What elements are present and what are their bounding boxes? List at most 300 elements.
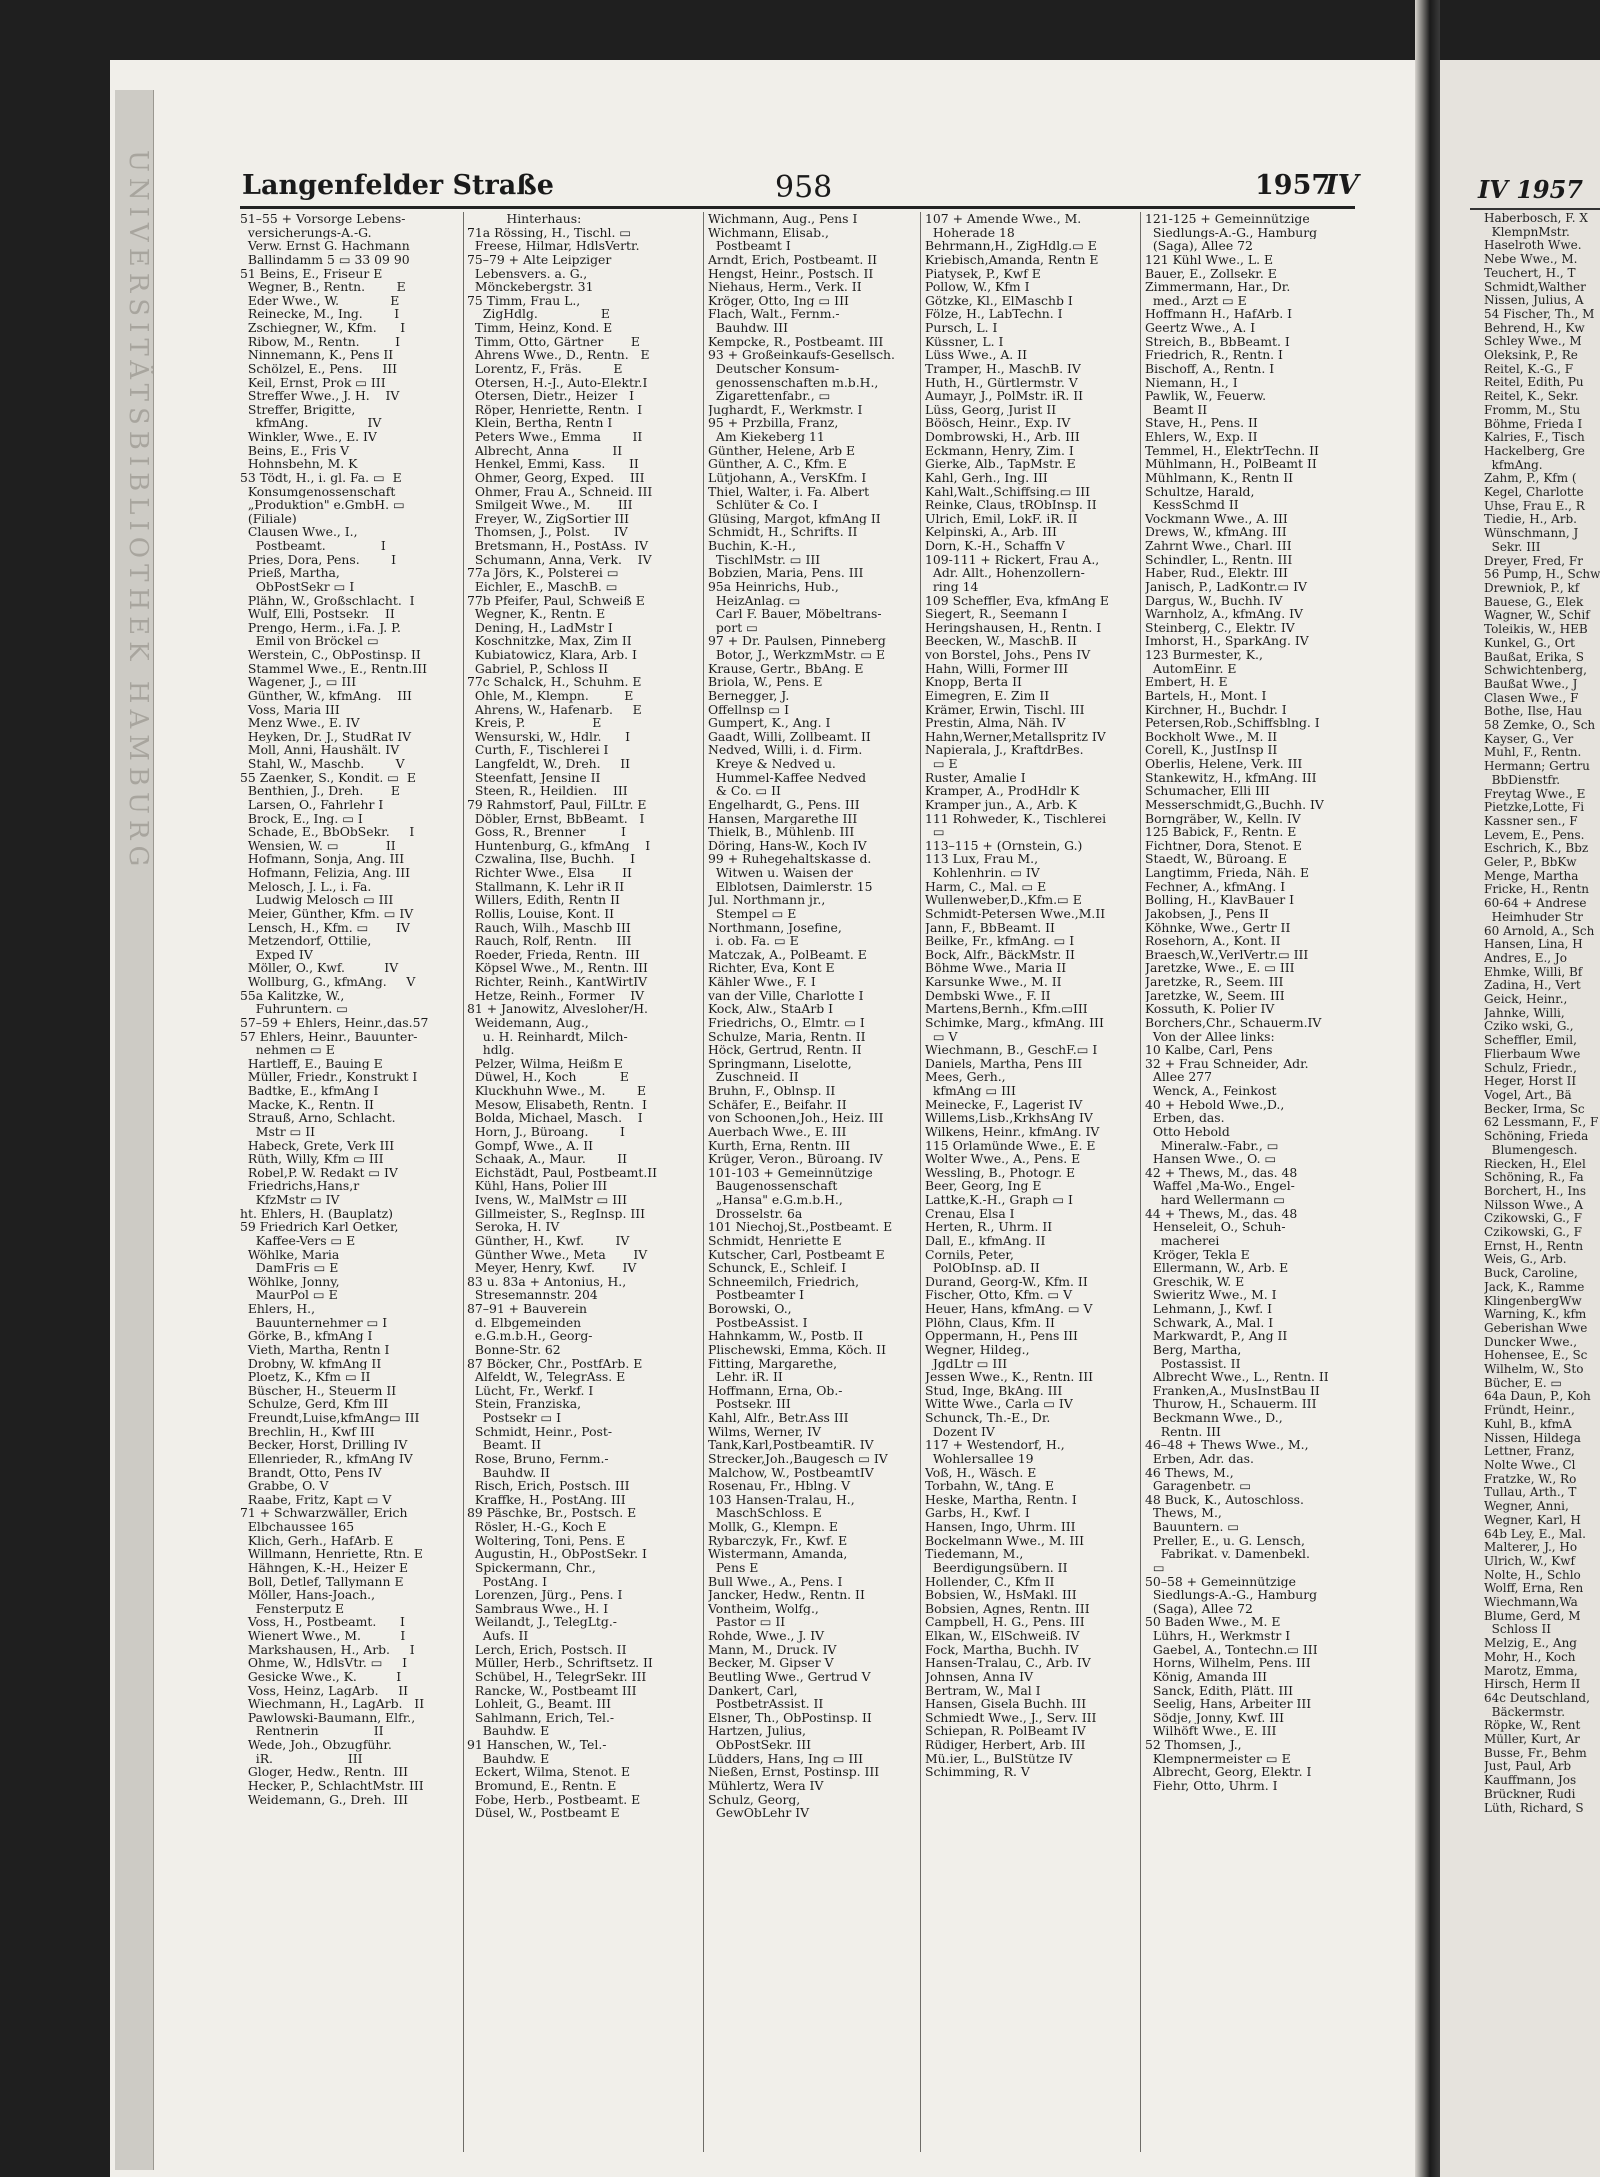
listing-line: Timm, Otto, Gärtner E [467, 334, 640, 349]
listing-line: Bauhdw. E [467, 1724, 550, 1738]
listing-line: Rösler, H.-G., Koch E [467, 1520, 607, 1534]
listing-line: Grabbe, O. V [240, 1479, 329, 1493]
listing-line: Spickermann, Chr., [467, 1560, 596, 1575]
listing-line: Garbs, H., Kwf. I [925, 1506, 1030, 1520]
listing-line: Tiedemann, M., [925, 1547, 1024, 1561]
listing-line: Heyken, Dr. J., StudRat IV [240, 729, 412, 744]
listing-line: Dening, H., LadMstr I [467, 620, 613, 635]
listing-line: Fitting, Margarethe, [708, 1356, 838, 1371]
listing-line: Markshausen, H., Arb. I [240, 1642, 415, 1657]
facing-line: Jack, K., Ramme [1484, 1279, 1585, 1294]
listing-line: versicherungs-A.-G. [240, 225, 372, 240]
listing-line: Wegner, K., Rentn. E [467, 607, 606, 621]
listing-line: MaurPol ▭ E [240, 1288, 338, 1302]
facing-line: 62 Lessmann, F., F [1484, 1115, 1599, 1130]
listing-line: Rentnerin II [240, 1724, 384, 1738]
listing-line: Braesch,W.,VerlVertr.▭ III [1145, 947, 1309, 962]
listing-line: Auerbach Wwe., E. III [708, 1124, 847, 1139]
volume-label: IV [1325, 170, 1359, 201]
listing-line: Tramper, H., MaschB. IV [925, 361, 1081, 376]
listing-line: Timm, Heinz, Kond. E [467, 321, 613, 335]
listing-line: Roeder, Frieda, Rentn. III [467, 947, 640, 962]
listing-line: Bolda, Michael, Masch. I [467, 1111, 643, 1125]
facing-line: Drewniok, P., kf [1484, 580, 1580, 595]
listing-line: Witwen u. Waisen der [708, 866, 853, 880]
listing-line: Plöhn, Claus, Kfm. II [925, 1315, 1055, 1330]
listing-line: Wede, Joh., Obzugführ. [240, 1738, 392, 1752]
listing-line: PostbeAssist. I [708, 1315, 808, 1330]
listing-line: Kohlenhrin. ▭ IV [925, 866, 1040, 880]
listing-line: Dall, E., kfmAng. II [925, 1233, 1046, 1248]
facing-line: Hansen, Lina, H [1484, 937, 1583, 952]
listing-line: Otersen, H.-J., Auto-Elektr.I [467, 375, 648, 390]
listing-line: 91 Hanschen, W., Tel.- [467, 1738, 607, 1752]
listing-line: Hartleff, E., Bauing E [240, 1056, 383, 1071]
listing-line: Drews, W., kfmAng. III [1145, 525, 1287, 539]
listing-line: iR. III [240, 1751, 363, 1766]
listing-line: Günther, A. C., Kfm. E [708, 457, 847, 471]
listing-column-5 [1145, 212, 1365, 1793]
listing-line: Rentn. III [1145, 1424, 1221, 1439]
listing-line: 40 + Hebold Wwe.,D., [1145, 1097, 1285, 1112]
listing-line: Siedlungs-A.-G., Hamburg [1145, 1588, 1318, 1602]
listing-line: Offellnsp ▭ I [708, 702, 789, 717]
listing-line: 103 Hansen-Tralau, H., [708, 1492, 855, 1507]
facing-line: Zadina, H., Vert [1484, 978, 1581, 993]
listing-line: Voss, Maria III [240, 702, 340, 717]
listing-line: Wensurski, W., Hdlr. I [467, 729, 630, 744]
listing-line: Büscher, H., Steuerm II [240, 1383, 397, 1398]
facing-line: Wegner, Karl, H [1484, 1512, 1581, 1527]
listing-line: Ninnemann, K., Pens II [240, 348, 394, 362]
listing-line: Hollender, C., Kfm II [925, 1574, 1055, 1589]
listing-line: Vockmann Wwe., A. III [1145, 511, 1288, 526]
listing-line: Klich, Gerh., HafArb. E [240, 1533, 394, 1548]
listing-line: Ulrich, Emil, LokF. iR. II [925, 511, 1078, 526]
listing-line: Napierala, J., KraftdrBes. [925, 743, 1084, 757]
listing-line: Lührs, H., Werkmstr I [1145, 1629, 1291, 1643]
listing-line: 50–58 + Gemeinnützige [1145, 1574, 1296, 1589]
listing-line: Ehlers, W., Exp. II [1145, 430, 1258, 444]
listing-line: Ohme, W., HdlsVtr. ▭ I [240, 1656, 408, 1670]
listing-line: Bockelmann Wwe., M. III [925, 1533, 1085, 1548]
listing-line: Beins, E., Fris V [240, 443, 350, 458]
listing-line: 46 Thews, M., [1145, 1465, 1234, 1480]
facing-line: Bauese, G., Elek [1484, 594, 1584, 609]
listing-line: Rose, Bruno, Fernm.- [467, 1451, 609, 1466]
listing-line: Fechner, A., kfmAng. I [1145, 879, 1286, 894]
listing-line: i. ob. Fa. ▭ E [708, 934, 799, 948]
facing-line: Lüth, Richard, S [1484, 1800, 1584, 1815]
facing-line: kfmAng. [1484, 457, 1543, 472]
listing-line: Nießen, Ernst, Postinsp. III [708, 1765, 880, 1779]
listing-line: Krüger, Veron., Büroang. IV [708, 1152, 883, 1166]
listing-line: Hetze, Reinh., Former IV [467, 988, 645, 1003]
listing-line: Malchow, W., PostbeamtIV [708, 1465, 874, 1480]
facing-line: Schöning, Frieda [1484, 1129, 1589, 1144]
listing-line: PostAng. I [467, 1574, 548, 1589]
facing-line: Wilhelm, W., Sto [1484, 1362, 1584, 1377]
facing-line: Oleksink, P., Re [1484, 348, 1578, 363]
listing-line: med., Arzt ▭ E [1145, 293, 1247, 308]
listing-line: 95a Heinrichs, Hub., [708, 579, 839, 594]
facing-line: Pietzke,Lotte, Fi [1484, 800, 1585, 815]
facing-line: Schloss II [1484, 1622, 1551, 1637]
listing-line: Friedrich, R., Rentn. I [1145, 348, 1283, 362]
listing-line: Kröger, Tekla E [1145, 1247, 1250, 1262]
book-gutter [1415, 0, 1440, 2177]
facing-line: Geler, P., BbKw [1484, 855, 1577, 870]
listing-line: Voß, H., Wäsch. E [925, 1465, 1037, 1480]
listing-line: Dorn, K.-H., Schaffn V [925, 539, 1065, 553]
listing-line: Geertz Wwe., A. I [1145, 321, 1256, 335]
facing-line: 58 Zemke, O., Sch [1484, 718, 1596, 733]
listing-line: Witte Wwe., Carla ▭ IV [925, 1397, 1073, 1411]
listing-line: Görke, B., kfmAng I [240, 1329, 373, 1343]
facing-line: Wünschmann, J [1484, 526, 1579, 541]
listing-line: Mühlmann, K., Rentn II [1145, 470, 1293, 485]
listing-column-2 [467, 212, 687, 1820]
facing-line: Eschrich, K., Bbz [1484, 841, 1589, 856]
listing-line: Schmidt, Henriette E [708, 1233, 842, 1248]
listing-line: Friedrichs, O., Elmtr. ▭ I [708, 1015, 865, 1030]
listing-line: 107 + Amende Wwe., M. [925, 212, 1082, 226]
listing-line: Lehr. iR. II [708, 1370, 783, 1384]
listing-line: KfzMstr ▭ IV [240, 1193, 340, 1207]
listing-line: Kempcke, R., Postbeamt. III [708, 334, 884, 349]
listing-line: Böösch, Heinr., Exp. IV [925, 416, 1071, 430]
listing-line: Wilms, Werner, IV [708, 1424, 822, 1439]
listing-line: Horns, Wilhelm, Pens. III [1145, 1656, 1311, 1670]
listing-line: Beerdigungsübern. II [925, 1560, 1068, 1575]
listing-line: (Saga), Allee 72 [1145, 1601, 1253, 1616]
page-number: 958 [775, 170, 833, 205]
listing-line: Seroka, H. IV [467, 1220, 560, 1234]
listing-line: Gaadt, Willi, Zollbeamt. II [708, 729, 871, 744]
facing-line: Wagner, W., Schif [1484, 608, 1590, 623]
facing-line: Buck, Caroline, [1484, 1266, 1578, 1281]
listing-line: Wenck, A., Feinkost [1145, 1084, 1277, 1098]
listing-line: Wensien, W. ▭ II [240, 838, 396, 853]
listing-line: 77a Jörs, K., Polsterei ▭ [467, 566, 619, 580]
listing-line: Imhorst, H., SparkAng. IV [1145, 634, 1309, 648]
listing-line: Engelhardt, G., Pens. III [708, 797, 860, 812]
listing-line: Bruhn, F., Oblnsp. II [708, 1084, 836, 1098]
facing-line: 60-64 + Andrese [1484, 896, 1587, 911]
listing-line: Tank,Karl,PostbeamtiR. IV [708, 1438, 874, 1452]
listing-line: „Produktion" e.GmbH. ▭ [240, 498, 405, 512]
listing-line: Schölzel, E., Pens. III [240, 361, 398, 376]
listing-line: Siedlungs-A.-G., Hamburg [1145, 225, 1318, 240]
listing-line: Larsen, O., Fahrlehr I [240, 797, 384, 812]
listing-line: 87 Böcker, Chr., PostfArb. E [467, 1356, 643, 1371]
listing-line: Hinterhaus: [467, 212, 582, 226]
listing-line: Eckert, Wilma, Stenot. E [467, 1765, 631, 1779]
listing-line: Meyer, Henry, Kwf. IV [467, 1261, 637, 1275]
listing-line: 75 Timm, Frau L., [467, 293, 581, 308]
facing-line: 60 Arnold, A., Sch [1484, 923, 1595, 938]
listing-line: Crenau, Elsa I [925, 1206, 1015, 1221]
facing-line: Schmidt,Walther [1484, 279, 1586, 294]
listing-line: Bischoff, A., Rentn. I [1145, 361, 1275, 376]
facing-line: Wiechmann,Wa [1484, 1595, 1578, 1610]
listing-line: 71 + Schwarzwäller, Erich [240, 1506, 408, 1520]
listing-line: Kraffke, H., PostAng. III [467, 1492, 626, 1507]
listing-line: Freese, Hilmar, HdlsVertr. [467, 239, 640, 253]
listing-line: Zschiegner, W., Kfm. I [240, 321, 406, 335]
listing-line: Jaretzke, R., Seem. III [1145, 975, 1284, 989]
listing-line: ht. Ehlers, H. (Bauplatz) [240, 1206, 393, 1221]
listing-line: Glüsing, Margot, kfmAng II [708, 511, 881, 526]
listing-line: Klein, Bertha, Rentn I [467, 416, 613, 430]
facing-line: Duncker Wwe., [1484, 1334, 1578, 1349]
listing-line: Kröger, Otto, Ing ▭ III [708, 293, 849, 308]
listing-line: 79 Rahmstorf, Paul, FilLtr. E [467, 797, 647, 812]
listing-line: Lorentz, F., Fräs. E [467, 361, 623, 376]
listing-line: Günther Wwe., Meta IV [467, 1247, 648, 1262]
listing-line: Henseleit, O., Schuh- [1145, 1220, 1286, 1234]
listing-line: 113–115 + (Ornstein, G.) [925, 838, 1083, 853]
facing-line: Toleikis, W., HEB [1484, 622, 1588, 637]
listing-line: von Schoonen,Joh., Heiz. III [708, 1111, 884, 1125]
listing-line: Martens,Bernh., Kfm.▭III [925, 1002, 1088, 1016]
listing-line: Kramper jun., A., Arb. K [925, 797, 1077, 812]
listing-line: Am Kiekeberg 11 [708, 430, 825, 444]
listing-line: Hoffmann, Erna, Ob.- [708, 1383, 843, 1398]
listing-line: Sambraus Wwe., H. I [467, 1601, 609, 1616]
listing-line: Elkan, W., ElSchweiß. IV [925, 1629, 1080, 1643]
listing-line: Hansen, Gisela Buchh. III [925, 1697, 1087, 1711]
listing-line: Badtke, E., kfmAng I [240, 1084, 379, 1098]
facing-line: Riecken, H., Elel [1484, 1156, 1586, 1171]
listing-line: 51–55 + Vorsorge Lebens- [240, 212, 406, 226]
column-divider [703, 212, 704, 2152]
listing-line: Albrecht Wwe., L., Rentn. II [1145, 1370, 1329, 1384]
listing-line: Plischewski, Emma, Köch. II [708, 1342, 886, 1357]
listing-line: Bauhdw. E [467, 1751, 550, 1766]
facing-line: Just, Paul, Arb [1484, 1759, 1572, 1774]
listing-line: Hansen, Ingo, Uhrm. III [925, 1520, 1076, 1534]
listing-line: Greschik, W. E [1145, 1274, 1245, 1289]
listing-line: Lohleit, G., Beamt. III [467, 1697, 612, 1711]
listing-line: Kreis, P. E [467, 716, 602, 730]
listing-line: Schade, E., BbObSekr. I [240, 825, 415, 839]
listing-line: 97 + Dr. Paulsen, Pinneberg [708, 634, 886, 648]
listing-line: 111 Rohweder, K., Tischlerei [925, 811, 1107, 826]
listing-line: Kreye & Nedved u. [708, 757, 836, 771]
listing-line: Harm, C., Mal. ▭ E [925, 879, 1047, 894]
listing-line: Campbell, H. G., Pens. III [925, 1615, 1085, 1629]
listing-line: 44 + Thews, M., das. 48 [1145, 1206, 1298, 1221]
listing-line: Schmidt-Petersen Wwe.,M.II [925, 906, 1106, 921]
listing-line: genossenschaften m.b.H., [708, 375, 879, 390]
listing-line: Zimmermann, Har., Dr. [1145, 280, 1291, 294]
listing-line: Robel,P. W. Redakt ▭ IV [240, 1165, 398, 1180]
facing-line: Fricke, H., Rentn [1484, 882, 1589, 897]
facing-line: Nissen, Hildega [1484, 1430, 1581, 1445]
facing-line: KlingenbergWw [1484, 1293, 1582, 1308]
listing-line: Schmidt, Heinr., Post- [467, 1424, 613, 1439]
facing-line: Bäckermstr. [1484, 1704, 1566, 1719]
listing-line: ▭ [1145, 1560, 1165, 1575]
listing-line: Carl F. Bauer, Möbeltrans- [708, 607, 882, 621]
listing-line: Erben, das. [1145, 1111, 1225, 1125]
facing-line: Kalries, F., Tisch [1484, 430, 1585, 445]
listing-line: Düwel, H., Koch E [467, 1070, 629, 1084]
facing-line: Kassner sen., F [1484, 813, 1578, 828]
listing-line: Gaebel, A., Tontechn.▭ III [1145, 1642, 1318, 1657]
listing-line: von Borstel, Johs., Pens IV [925, 648, 1091, 662]
facing-line: Nolte, H., Schlo [1484, 1567, 1581, 1582]
listing-line: Briola, W., Pens. E [708, 675, 823, 689]
listing-line: Pries, Dora, Pens. I [240, 552, 397, 567]
facing-line: Kunkel, G., Ort [1484, 635, 1575, 650]
listing-line: Schmiedt Wwe., J., Serv. III [925, 1710, 1097, 1725]
listing-line: Berg, Martha, [1145, 1342, 1242, 1357]
listing-line: Wilhöft Wwe., E. III [1145, 1724, 1277, 1738]
listing-line: Ohmer, Georg, Exped. III [467, 470, 645, 485]
facing-line: Vogel, Art., Bä [1484, 1088, 1572, 1102]
listing-line: Weilandt, J., TelegLtg.- [467, 1615, 617, 1629]
listing-line: Steen, R., Heildien. III [467, 784, 628, 798]
listing-line: Bull Wwe., A., Pens. I [708, 1574, 843, 1589]
listing-line: Wegner, Hildeg., [925, 1342, 1030, 1357]
listing-line: Wistermann, Amanda, [708, 1547, 848, 1561]
facing-line: Geick, Heinr., [1484, 992, 1572, 1007]
listing-line: Rohde, Wwe., J. IV [708, 1629, 825, 1643]
listing-line: 57–59 + Ehlers, Heinr.,das.57 [240, 1015, 429, 1030]
listing-line: 59 Friedrich Karl Oetker, [240, 1220, 399, 1234]
facing-line: 64a Daun, P., Koh [1484, 1389, 1591, 1404]
listing-line: Buchin, K.-H., [708, 539, 796, 553]
facing-line: Czikowski, G., F [1484, 1211, 1582, 1226]
listing-line: Pollow, W., Kfm I [925, 280, 1030, 294]
listing-line: Röper, Henriette, Rentn. I [467, 402, 643, 417]
listing-line: Wiechmann, B., GeschF.▭ I [925, 1043, 1098, 1057]
facing-line: Nissen, Julius, A [1484, 293, 1584, 308]
listing-line: Flach, Walt., Fernm.- [708, 307, 840, 321]
listing-line: Günther, Helene, Arb E [708, 443, 855, 458]
facing-line: Bothe, Ilse, Hau [1484, 704, 1583, 719]
listing-line: Lütjohann, A., VersKfm. I [708, 470, 867, 485]
listing-line: Bauunternehmer ▭ I [240, 1315, 388, 1330]
listing-line: Thews, M., [1145, 1506, 1222, 1520]
listing-line: Rollis, Louise, Kont. II [467, 906, 614, 921]
listing-line: Schunck, E., Schleif. I [708, 1261, 847, 1275]
listing-line: KessSchmd II [1145, 498, 1239, 512]
listing-line: Werstein, C., ObPostinsp. II [240, 648, 421, 662]
listing-line: Swieritz Wwe., M. I [1145, 1288, 1277, 1302]
listing-line: Ellermann, W., Arb. E [1145, 1261, 1289, 1275]
facing-line: Schöning, R., Fa [1484, 1170, 1584, 1185]
listing-line: Eichstädt, Paul, Postbeamt.II [467, 1165, 658, 1180]
listing-line: Böhme Wwe., Maria II [925, 961, 1067, 975]
facing-line: Borchert, H., Ins [1484, 1183, 1587, 1198]
listing-line: Lüdders, Hans, Ing ▭ III [708, 1751, 864, 1766]
listing-line: Curth, F., Tischlerei I [467, 743, 609, 757]
listing-line: Schmidt, H., Schrifts. II [708, 525, 858, 539]
listing-line: 75–79 + Alte Leipziger [467, 252, 612, 267]
listing-line: Rosehorn, A., Kont. II [1145, 934, 1281, 948]
listing-line: Deutscher Konsum- [708, 361, 840, 376]
listing-line: Lattke,K.-H., Graph ▭ I [925, 1193, 1073, 1207]
listing-line: 51 Beins, E., Friseur E [240, 266, 383, 281]
facing-line: Wolff, Erna, Ren [1484, 1581, 1584, 1596]
listing-line: Streich, B., BbBeamt. I [1145, 334, 1290, 349]
listing-line: Pursch, L. I [925, 321, 998, 335]
listing-line: Weidemann, G., Dreh. III [240, 1792, 409, 1807]
facing-line: Ehmke, Willi, Bf [1484, 964, 1583, 979]
listing-line: Heuer, Hans, kfmAng. ▭ V [925, 1302, 1093, 1316]
listing-line: Fölze, H., LabTechn. I [925, 307, 1063, 321]
listing-line: Strauß, Arno, Schlacht. [240, 1111, 396, 1125]
listing-line: Zuschneid. II [708, 1070, 799, 1084]
facing-line: Heger, Horst II [1484, 1074, 1577, 1089]
facing-line: Melzig, E., Ang [1484, 1636, 1577, 1651]
listing-line: Lebensvers. a. G., [467, 266, 588, 281]
listing-line: Jakobsen, J., Pens II [1145, 906, 1269, 921]
listing-line: Rybarczyk, Fr., Kwf. E [708, 1533, 848, 1548]
listing-line: 121 Kühl Wwe., L. E [1145, 252, 1274, 267]
listing-line: 109 Scheffler, Eva, kfmAng E [925, 593, 1109, 608]
listing-line: Pastor ▭ II [708, 1615, 786, 1629]
listing-line: ring 14 [925, 579, 979, 594]
facing-line: Kauffmann, Jos [1484, 1773, 1577, 1788]
listing-line: Fabrikat. v. Damenbekl. [1145, 1547, 1310, 1561]
listing-line: Corell, K., JustInsp II [1145, 743, 1278, 757]
facing-line: Röpke, W., Rent [1484, 1718, 1581, 1733]
listing-line: 95 + Przbilla, Franz, [708, 416, 839, 430]
listing-line: Albrecht, Georg, Elektr. I [1145, 1765, 1312, 1779]
binding-strip [115, 90, 154, 2170]
listing-line: Mönckebergstr. 31 [467, 280, 594, 294]
listing-line: Mstr ▭ II [240, 1124, 316, 1139]
listing-line: Schaak, A., Maur. II [467, 1152, 628, 1166]
listing-line: ▭ V [925, 1029, 958, 1044]
listing-line: Schneemilch, Friedrich, [708, 1274, 860, 1289]
listing-line: Freundt,Luise,kfmAng▭ III [240, 1411, 420, 1425]
listing-line: Plähn, W., Großschlacht. I [240, 593, 415, 608]
listing-line: Prengo, Herm., i.Fa. J. P. [240, 620, 401, 635]
listing-line: Langfeldt, W., Dreh. II [467, 757, 631, 771]
listing-line: Nedved, Willi, i. d. Firm. [708, 743, 863, 757]
listing-line: Emil von Bröckel ▭ [240, 634, 379, 648]
listing-line: Matczak, A., PolBeamt. E [708, 947, 867, 962]
listing-line: Bobsien, W., HsMakl. III [925, 1588, 1077, 1602]
listing-line: Lücht, Fr., Werkf. I [467, 1383, 594, 1398]
facing-line: Clasen Wwe., F [1484, 690, 1579, 705]
listing-line: Keil, Ernst, Prok ▭ III [240, 375, 386, 390]
listing-line: Stahl, W., Maschb. V [240, 757, 405, 771]
listing-line: Wollburg, G., kfmAng. V [240, 975, 416, 989]
facing-line: Czikowski, G., F [1484, 1225, 1582, 1240]
listing-line: Beckmann Wwe., D., [1145, 1411, 1283, 1425]
listing-line: Langtimm, Frieda, Näh. E [1145, 866, 1309, 880]
listing-line: Schulze, Gerd, Kfm III [240, 1397, 389, 1411]
listing-line: Zigarettenfabr., ▭ [708, 389, 831, 403]
listing-line: 10 Kalbe, Carl, Pens [1145, 1043, 1273, 1057]
listing-line: Wiechmann, H., LagArb. II [240, 1697, 425, 1711]
listing-line: DamFris ▭ E [240, 1261, 339, 1275]
listing-line: Durand, Georg-W., Kfm. II [925, 1274, 1088, 1289]
facing-line: 64c Deutschland, [1484, 1690, 1590, 1705]
facing-line: Dreyer, Fred, Fr [1484, 553, 1583, 568]
listing-line: Pelzer, Wilma, Heißm E [467, 1056, 623, 1071]
facing-line: Schulz, Friedr., [1484, 1060, 1577, 1075]
listing-line: 87–91 + Bauverein [467, 1302, 587, 1316]
facing-line: Tullau, Arth., T [1484, 1485, 1577, 1500]
facing-line: Kuhl, B., kfmA [1484, 1416, 1572, 1431]
